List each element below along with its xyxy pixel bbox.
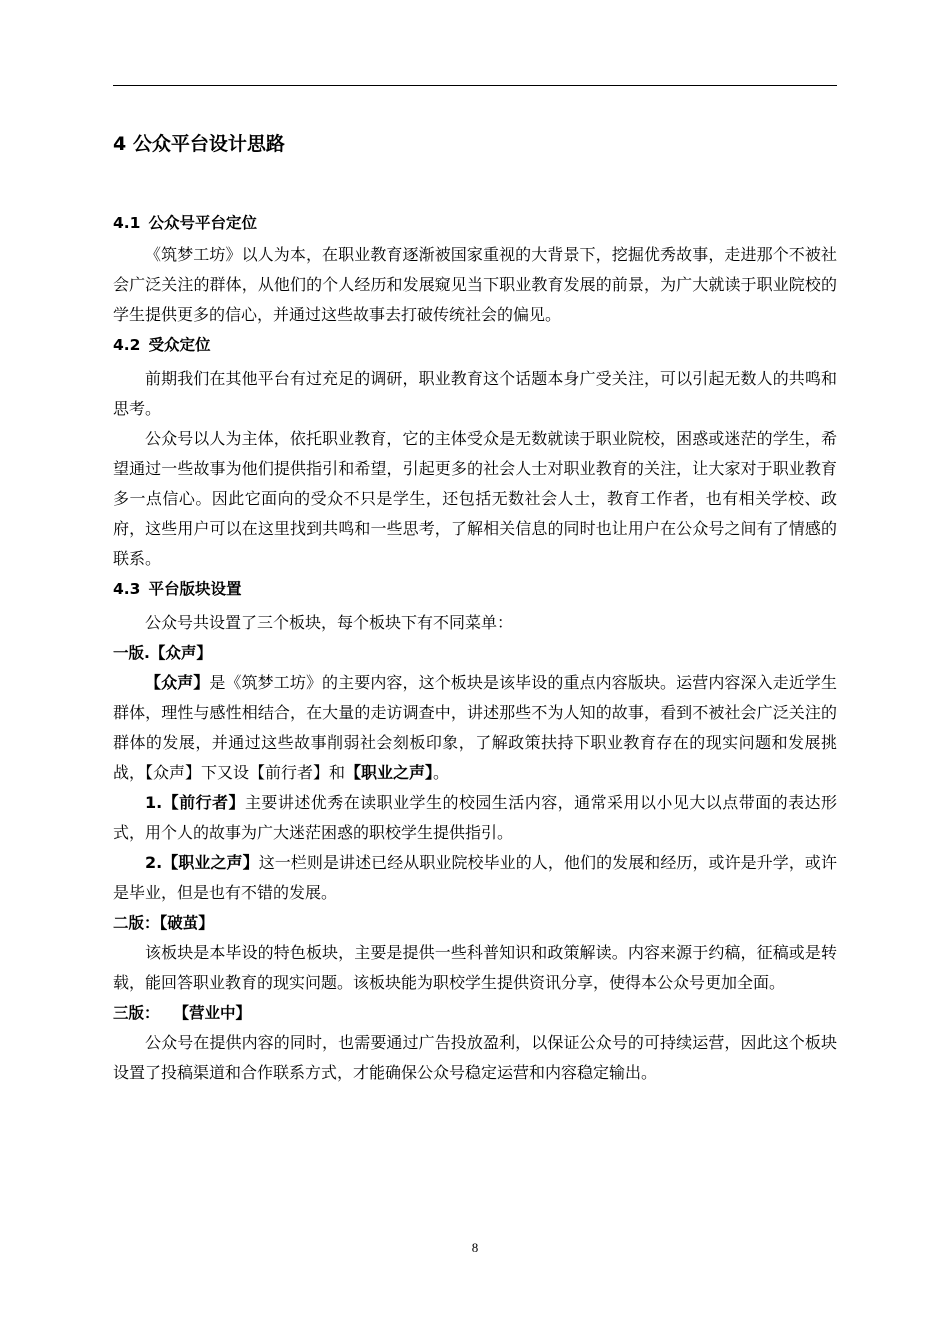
paragraph-text: 这一栏则是讲述已经从职业院校毕业的人，他们的发展和经历，或许是升学，或许是毕业，但是也有不错的发展。 <box>113 853 837 902</box>
list-item <box>113 848 837 908</box>
paragraph: 公众号在提供内容的同时，也需要通过广告投放盈利，以保证公众号的可持续运营，因此这个板块设置了投稿渠道和合作联系方式，才能确保公众号稳定运营和内容稳定输出。 <box>113 1033 837 1082</box>
header-rule <box>113 85 837 86</box>
bold-term: 2.【职业之声】 <box>145 853 259 872</box>
page-content <box>113 128 837 1088</box>
section-title: 公众号平台定位 <box>148 214 257 232</box>
paragraph-text: 主要讲述优秀在读职业学生的校园生活内容，通常采用以小见大以点带面的表达形式，用个人的故事为广大迷茫困惑的职校学生提供指引。 <box>113 793 837 842</box>
page-number: 8 <box>471 1240 479 1255</box>
paragraph: 前期我们在其他平台有过充足的调研，职业教育这个话题本身广受关注，可以引起无数人的共鸣和思考。 <box>113 369 837 418</box>
section-title: 平台版块设置 <box>148 580 242 598</box>
section-heading-4-2 <box>113 330 837 360</box>
board-label: 二版： <box>113 914 160 932</box>
section-title: 受众定位 <box>148 336 211 354</box>
bold-term: 【职业之声】 <box>345 763 434 782</box>
paragraph: 该板块是本毕设的特色板块，主要是提供一些科普知识和政策解读。内容来源于约稿，征稿或是转载，能回答职业教育的现实问题。该板块能为职校学生提供资讯分享，使得本公众号更加全面。 <box>113 943 837 992</box>
paragraph: 公众号共设置了三个板块，每个板块下有不同菜单： <box>145 613 514 632</box>
board-name: 【营业中】 <box>173 1004 252 1022</box>
paragraph: 公众号以人为主体，依托职业教育，它的主体受众是无数就读于职业院校，困惑或迷茫的学生，希望通过一些故事为他们提供指引和希望，引起更多的社会人士对职业教育的关注，让大家对于职业教育多一点信心。因此它面向的受众不只是学生，还包括无数社会人士，教育工作者，也有相关学校、政府，这些用户可以在这里找到共鸣和一些思考，了解相关信息的同时也让用户在公众号之间有了情感的联系。 <box>113 429 837 568</box>
board-one-title: 一版.【众声】 <box>113 644 212 662</box>
paragraph-text: 是《筑梦工坊》的主要内容，这个板块是该毕设的重点内容版块。运营内容深入走近学生群体，理性与感性相结合，在大量的走访调查中，讲述那些不为人知的故事，看到不被社会广泛关注的群体的发展，并通过这些故事削弱社会刻板印象，了解政策扶持下职业教育存在的现实问题和发展挑战，【众声】下又设【前行者】和 <box>113 673 837 782</box>
bold-term: 1.【前行者】 <box>145 793 245 812</box>
paragraph: 《筑梦工坊》以人为本，在职业教育逐渐被国家重视的大背景下，挖掘优秀故事，走进那个不被社会广泛关注的群体，从他们的个人经历和发展窥见当下职业教育发展的前景，为广大就读于职业院校的学生提供更多的信心，并通过这些故事去打破传统社会的偏见。 <box>113 245 837 324</box>
section-heading-4-1 <box>113 208 837 238</box>
section-number: 4.3 <box>113 580 141 598</box>
board-name: 【破茧】 <box>159 914 214 932</box>
section-number: 4.2 <box>113 336 141 354</box>
paragraph-text: 。 <box>433 763 450 782</box>
chapter-title: 4 公众平台设计思路 <box>113 133 285 155</box>
list-item <box>113 788 837 848</box>
board-three-title <box>113 998 837 1028</box>
section-number: 4.1 <box>113 214 141 232</box>
board-label: 三版： <box>113 1004 160 1022</box>
bold-term: 【众声】 <box>145 673 210 692</box>
section-heading-4-3 <box>113 574 837 604</box>
board-two-title <box>113 908 837 938</box>
paragraph <box>113 668 837 788</box>
